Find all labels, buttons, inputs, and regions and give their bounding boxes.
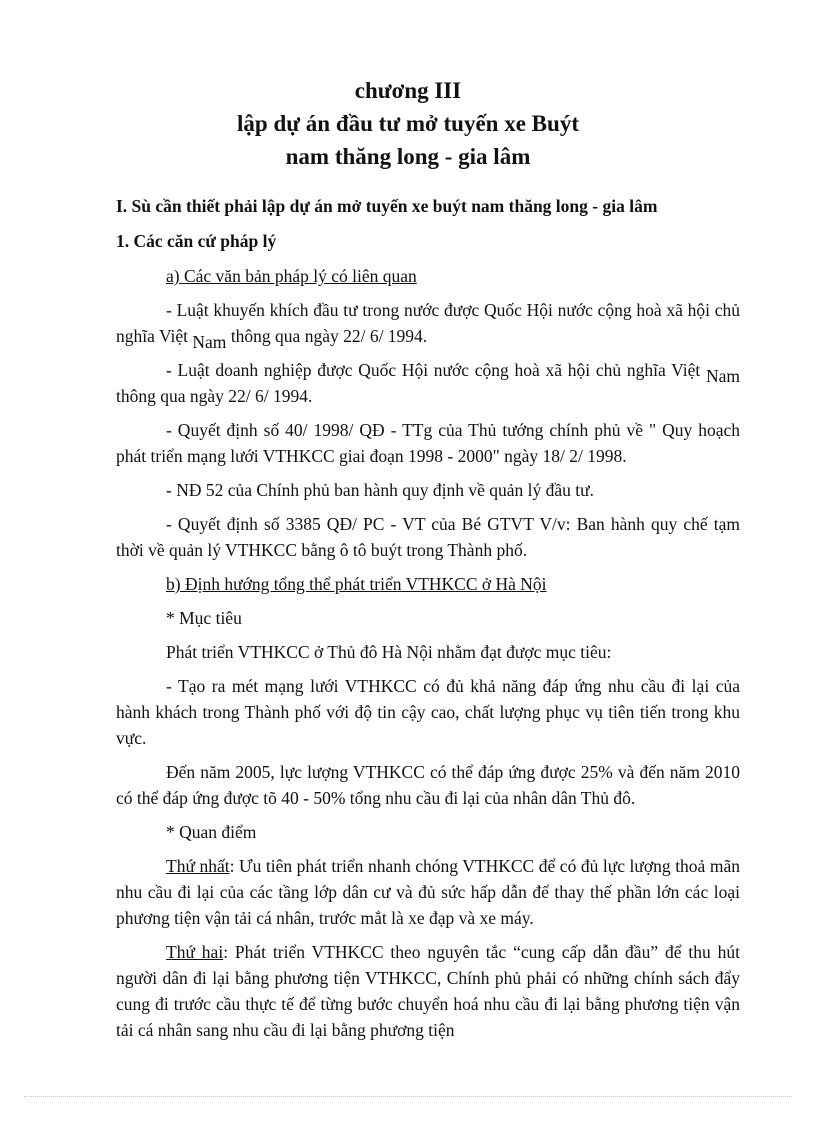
document-body [116, 193, 740, 1051]
sub-heading-a: a) Các văn bản pháp lý có liên quan [166, 266, 417, 286]
subsection-heading: 1. Các căn cứ pháp lý [116, 231, 277, 251]
label-objectives: * Mục tiêu [166, 608, 242, 628]
section-heading: I. Sù cần thiết phải lập dự án mở tuyến xe buýt nam thăng long - gia lâm [116, 196, 658, 216]
paragraph-text: : Phát triển VTHKCC theo nguyên tắc “cung cấp dẫn đầu” để thu hút người dân đi lại bằng phương tiện VTHKCC, Chính phủ phải có những chính sách đẩy cung đi trước cầu thực tế để từng bước chuyển hoá nhu cầu đi lại bằng phương tiện vận tải cá nhân sang nhu cầu đi lại bằng phương tiện [116, 942, 740, 1040]
paragraph-law-enterprise [116, 357, 740, 409]
paragraph-viewpoint-second [116, 939, 740, 1043]
paragraph-objective-targets: Đến năm 2005, lực lượng VTHKCC có thể đáp ứng được 25% và đến năm 2010 có thể đáp ứng được tõ 40 - 50% tổng nhu cầu đi lại của nhân dân Thủ đô. [116, 762, 740, 808]
paragraph-decision-40: - Quyết định số 40/ 1998/ QĐ - TTg của Thủ tướng chính phủ về " Quy hoạch phát triển mạng lưới VTHKCC giai đoạn 1998 - 2000" ngày 18/ 2/ 1998. [116, 420, 740, 466]
paragraph-text: - Luật khuyến khích đầu tư trong nước được Quốc Hội nước cộng hoà xã hội chủ nghĩa Việt [116, 300, 740, 346]
page-bottom-divider [24, 1096, 792, 1097]
viewpoint-label: Thứ hai [166, 942, 224, 962]
paragraph-text-lowered: Nam [192, 332, 227, 352]
chapter-title-block [0, 74, 816, 173]
paragraph-objective-intro: Phát triển VTHKCC ở Thủ đô Hà Nội nhằm đạt được mục tiêu: [166, 642, 612, 662]
paragraph-viewpoint-first [116, 853, 740, 931]
paragraph-objective-network: - Tạo ra mét mạng lưới VTHKCC có đủ khả năng đáp ứng nhu cầu đi lại của hành khách trong Thành phố với độ tin cậy cao, chất lượng phục vụ tiên tiến trong khu vực. [116, 676, 740, 748]
sub-heading-b: b) Định hướng tổng thể phát triển VTHKCC ở Hà Nội [166, 574, 547, 594]
viewpoint-label: Thứ nhất [166, 856, 230, 876]
chapter-subtitle: nam thăng long - gia lâm [285, 144, 531, 169]
paragraph-text: thông qua ngày 22/ 6/ 1994. [116, 386, 313, 406]
paragraph-text: thông qua ngày 22/ 6/ 1994. [226, 326, 428, 346]
chapter-title: lập dự án đầu tư mở tuyến xe Buýt [237, 111, 579, 136]
paragraph-text: : Ưu tiên phát triển nhanh chóng VTHKCC để có đủ lực lượng thoả mãn nhu cầu đi lại của các tầng lớp dân cư và đủ sức hấp dẫn để thay thế phần lớn các loại phương tiện vận tải cá nhân, trước mắt là xe đạp và xe máy. [116, 856, 740, 928]
paragraph-decree-52: - NĐ 52 của Chính phủ ban hành quy định về quản lý đầu tư. [166, 480, 594, 500]
paragraph-decision-3385: - Quyết định số 3385 QĐ/ PC - VT của Bé GTVT V/v: Ban hành quy chế tạm thời về quản lý VTHKCC bằng ô tô buýt trong Thành phố. [116, 514, 740, 560]
paragraph-text-lowered: Nam [705, 366, 740, 386]
paragraph-text: - Luật doanh nghiệp được Quốc Hội nước cộng hoà xã hội chủ nghĩa Việt [166, 360, 706, 380]
label-viewpoints: * Quan điểm [166, 822, 257, 842]
paragraph-law-investment [116, 297, 740, 352]
chapter-number: chương III [354, 78, 462, 103]
